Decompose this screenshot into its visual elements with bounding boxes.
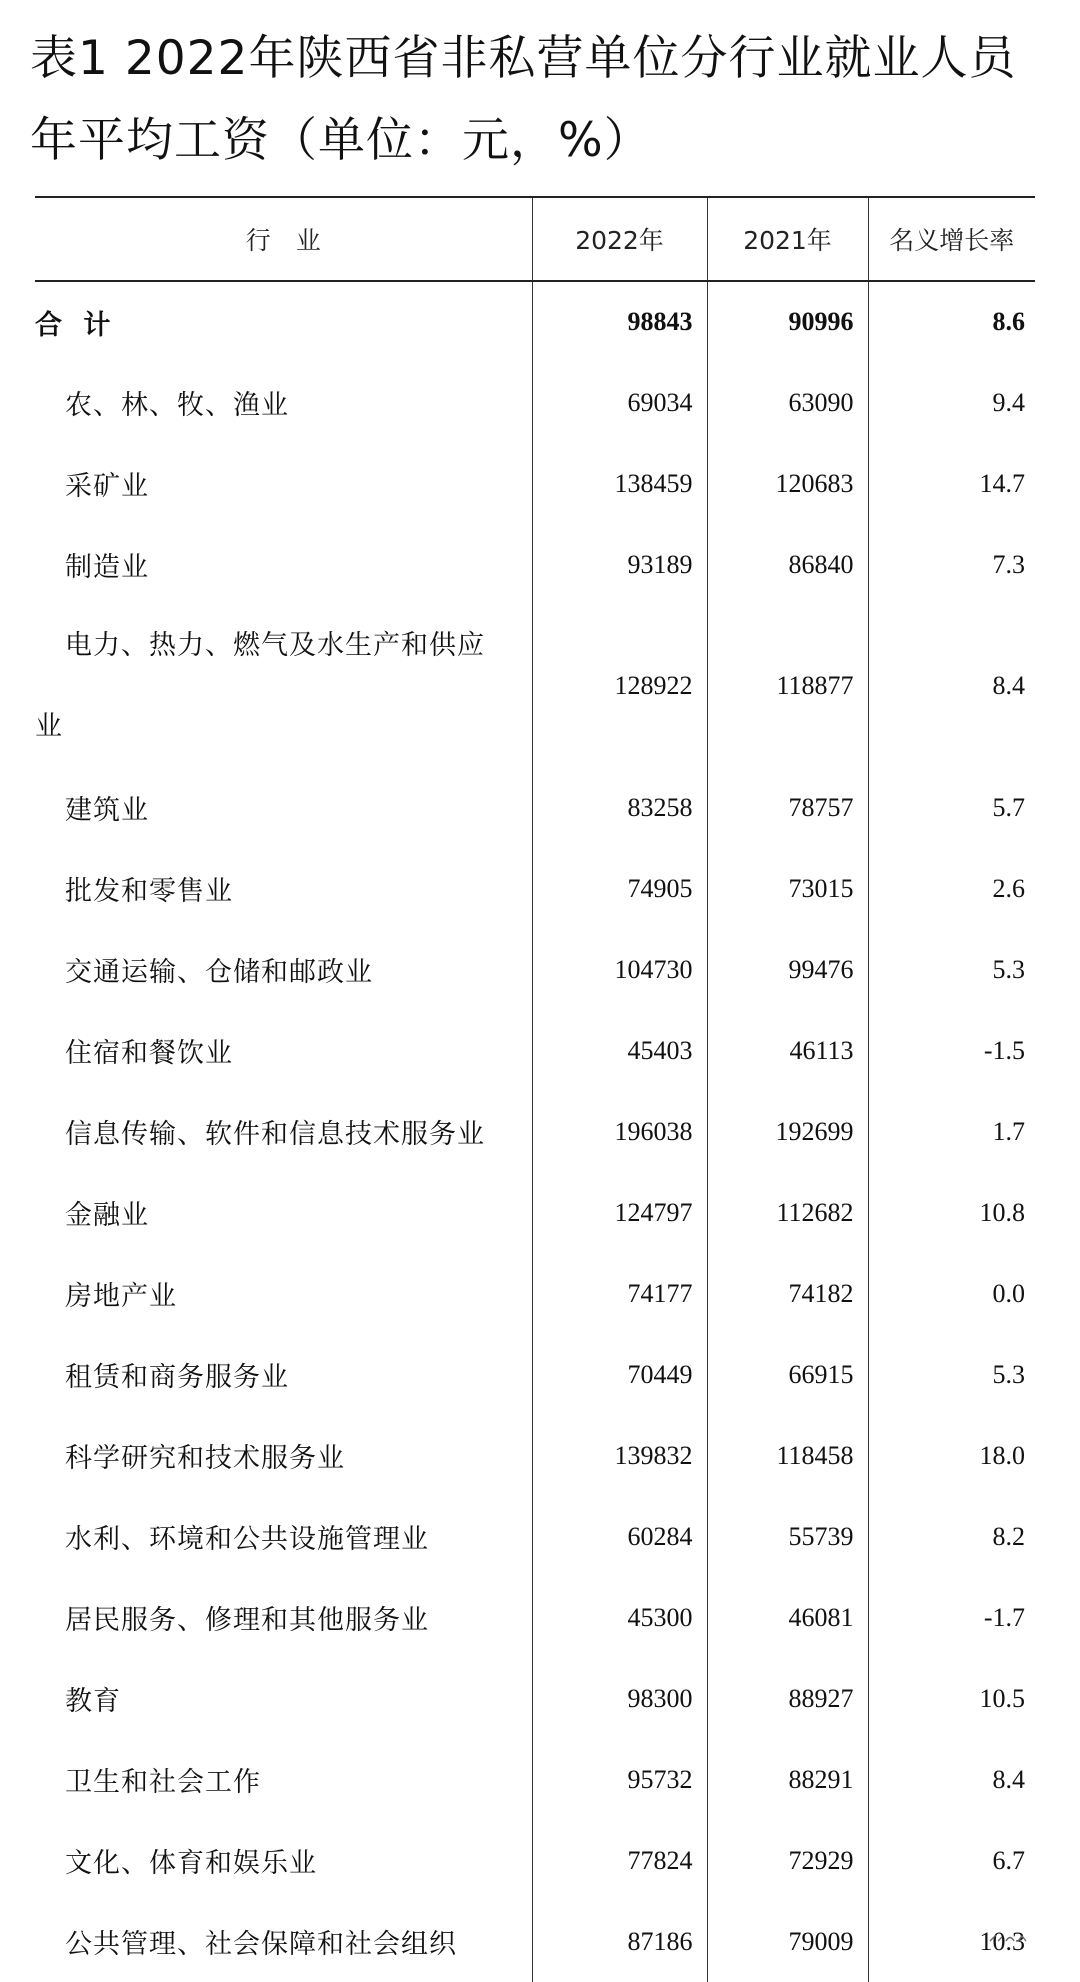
wage-2022: 98300: [532, 1658, 707, 1739]
growth-rate: 10.3: [868, 1901, 1035, 1982]
wage-2022: 104730: [532, 929, 707, 1010]
table-row: [35, 1091, 1035, 1172]
wage-2022: 83258: [532, 767, 707, 848]
table-header-row: [35, 197, 1035, 281]
wage-2021: 99476: [707, 929, 868, 1010]
wage-2022: 69034: [532, 362, 707, 443]
wage-2022: 45403: [532, 1010, 707, 1091]
wage-2021: 55739: [707, 1496, 868, 1577]
industry-name: 批发和零售业: [65, 876, 233, 907]
industry-name: 住宿和餐饮业: [65, 1038, 233, 1069]
industry-name: 公共管理、社会保障和社会组织: [65, 1929, 457, 1960]
growth-rate: 9.4: [868, 362, 1035, 443]
wage-2022: 77824: [532, 1820, 707, 1901]
table-row: [35, 1739, 1035, 1820]
industry-name: [35, 605, 532, 767]
industry-name: 科学研究和技术服务业: [65, 1443, 345, 1474]
wage-2021: 74182: [707, 1253, 868, 1334]
wage-2021: 63090: [707, 362, 868, 443]
table-row: [35, 1172, 1035, 1253]
wage-2021: 118458: [707, 1415, 868, 1496]
table-row: [35, 1253, 1035, 1334]
table-row: [35, 1415, 1035, 1496]
industry-name: 制造业: [65, 552, 149, 583]
wage-2021: 46081: [707, 1577, 868, 1658]
growth-rate: 14.7: [868, 443, 1035, 524]
growth-rate: -1.7: [868, 1577, 1035, 1658]
industry-name: 交通运输、仓储和邮政业: [65, 957, 373, 988]
table-row: [35, 443, 1035, 524]
wage-2022: 124797: [532, 1172, 707, 1253]
table-row: [35, 1901, 1035, 1982]
wage-2021: 86840: [707, 524, 868, 605]
growth-rate: 10.5: [868, 1658, 1035, 1739]
wage-2021: 112682: [707, 1172, 868, 1253]
watermark: [988, 1931, 1032, 1949]
growth-rate: 0.0: [868, 1253, 1035, 1334]
header-2021: 2021年: [707, 197, 868, 281]
wage-2021: 73015: [707, 848, 868, 929]
table-row: [35, 1334, 1035, 1415]
title-line-1: 表1 2022年陕西省非私营单位分行业就业人员: [30, 31, 1017, 86]
total-rate: 8.6: [868, 281, 1035, 362]
table-row: [35, 767, 1035, 848]
wage-2021: 88927: [707, 1658, 868, 1739]
wage-2022: 128922: [532, 605, 707, 767]
wage-2022: 60284: [532, 1496, 707, 1577]
header-industry: 行 业: [35, 197, 532, 281]
industry-name: 水利、环境和公共设施管理业: [65, 1524, 429, 1555]
wage-2021: 192699: [707, 1091, 868, 1172]
industry-name: 居民服务、修理和其他服务业: [65, 1605, 429, 1636]
wage-2022: 196038: [532, 1091, 707, 1172]
table-row: [35, 524, 1035, 605]
wage-2022: 74177: [532, 1253, 707, 1334]
industry-name: 文化、体育和娱乐业: [65, 1848, 317, 1879]
growth-rate: 8.2: [868, 1496, 1035, 1577]
wage-2021: 46113: [707, 1010, 868, 1091]
wage-2022: 74905: [532, 848, 707, 929]
title-line-2: 年平均工资（单位：元，%）: [30, 113, 652, 168]
growth-rate: 18.0: [868, 1415, 1035, 1496]
industry-name: 建筑业: [65, 795, 149, 826]
industry-name: 金融业: [65, 1200, 149, 1231]
growth-rate: 5.3: [868, 929, 1035, 1010]
growth-rate: 6.7: [868, 1820, 1035, 1901]
wage-2022: 45300: [532, 1577, 707, 1658]
industry-name: 房地产业: [65, 1281, 177, 1312]
wage-2021: 118877: [707, 605, 868, 767]
growth-rate: 5.3: [868, 1334, 1035, 1415]
wage-2021: 66915: [707, 1334, 868, 1415]
total-label: 合 计: [35, 309, 117, 341]
growth-rate: -1.5: [868, 1010, 1035, 1091]
table-row: [35, 1820, 1035, 1901]
growth-rate: 10.8: [868, 1172, 1035, 1253]
industry-name: 信息传输、软件和信息技术服务业: [65, 1119, 485, 1150]
table-row: [35, 1577, 1035, 1658]
table-row: [35, 848, 1035, 929]
industry-name: 教育: [65, 1686, 121, 1717]
table-row: [35, 1658, 1035, 1739]
wage-2021: 88291: [707, 1739, 868, 1820]
industry-name: 卫生和社会工作: [65, 1767, 261, 1798]
wage-2022: 138459: [532, 443, 707, 524]
wage-2021: 79009: [707, 1901, 868, 1982]
table-row: [35, 1010, 1035, 1091]
wage-2022: 70449: [532, 1334, 707, 1415]
industry-name: 农、林、牧、渔业: [65, 390, 289, 421]
total-2022: 98843: [532, 281, 707, 362]
wage-2022: 139832: [532, 1415, 707, 1496]
growth-rate: 5.7: [868, 767, 1035, 848]
growth-rate: 7.3: [868, 524, 1035, 605]
industry-name: 采矿业: [65, 471, 149, 502]
wage-2021: 120683: [707, 443, 868, 524]
total-2021: 90996: [707, 281, 868, 362]
header-growth-rate: 名义增长率: [868, 197, 1035, 281]
watermark-icon: [988, 1931, 1032, 1945]
document-title: [30, 18, 1060, 182]
growth-rate: 1.7: [868, 1091, 1035, 1172]
growth-rate: 2.6: [868, 848, 1035, 929]
industry-name: 租赁和商务服务业: [65, 1362, 289, 1393]
industry-name-line-1: 电力、热力、燃气及水生产和供应: [65, 630, 485, 661]
table-row: [35, 605, 1035, 767]
table-row: [35, 929, 1035, 1010]
wage-2022: 95732: [532, 1739, 707, 1820]
growth-rate: 8.4: [868, 1739, 1035, 1820]
industry-name-line-2: 业: [35, 711, 63, 742]
wage-table: [35, 196, 1035, 1982]
table-row: [35, 1496, 1035, 1577]
wage-2021: 72929: [707, 1820, 868, 1901]
header-2022: 2022年: [532, 197, 707, 281]
table-row: [35, 362, 1035, 443]
wage-2021: 78757: [707, 767, 868, 848]
growth-rate: 8.4: [868, 605, 1035, 767]
table-row-total: [35, 281, 1035, 362]
wage-2022: 87186: [532, 1901, 707, 1982]
wage-2022: 93189: [532, 524, 707, 605]
